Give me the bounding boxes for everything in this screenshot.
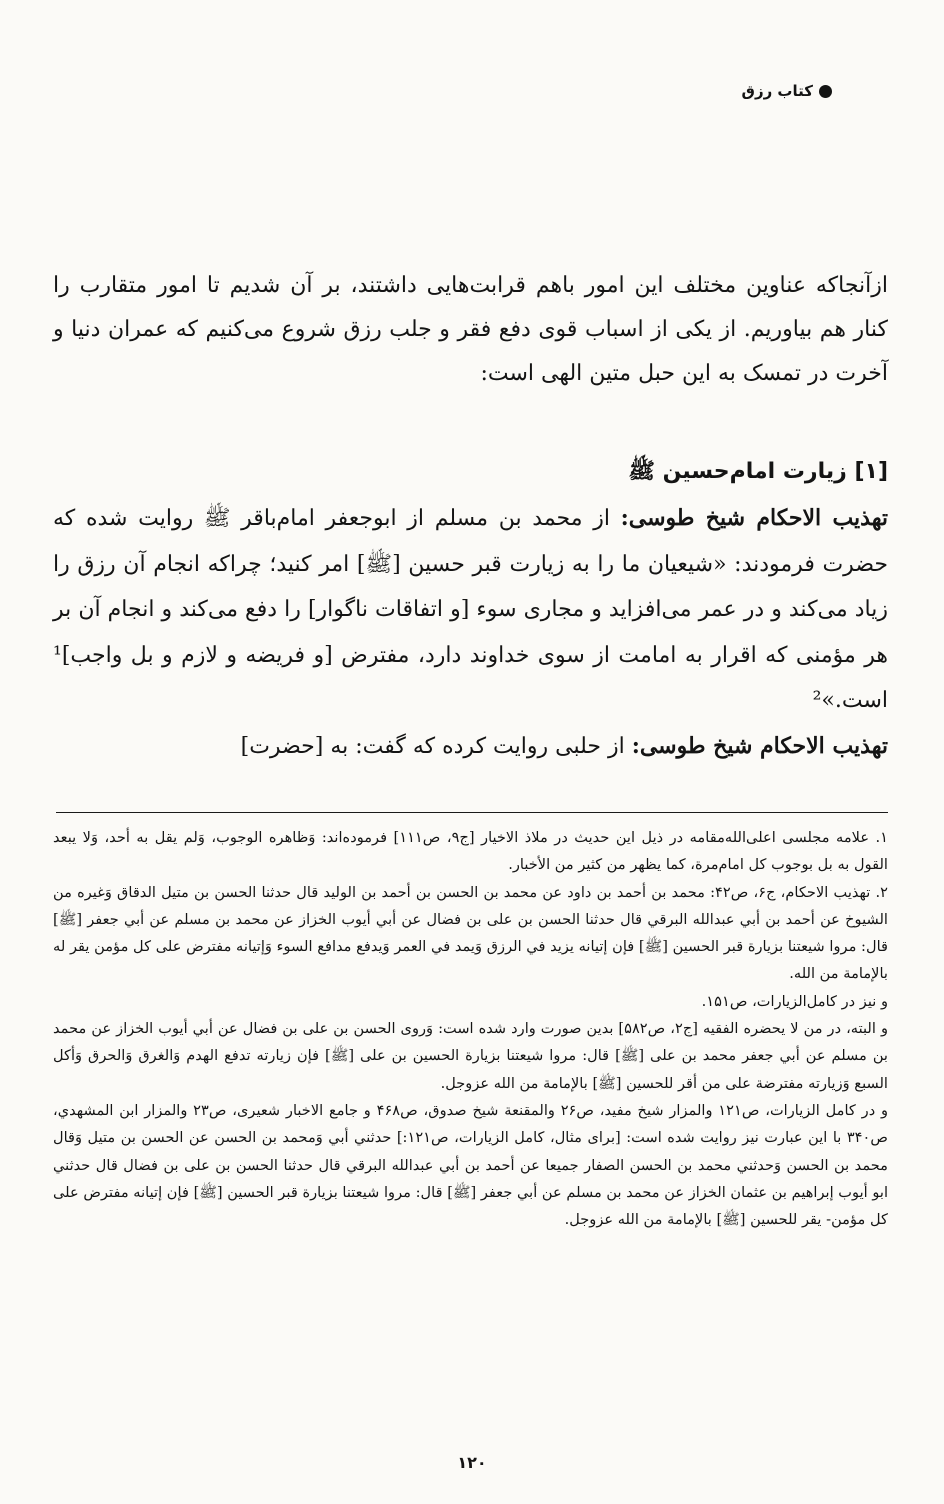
hadith-2-text: از حلبی روایت کرده که گفت: به [حضرت]: [240, 733, 632, 759]
running-head: [742, 82, 832, 100]
footnote-2: ۲. تهذیب الاحکام، ج۶، ص۴۲: محمد بن أحمد بن داود عن محمد بن الحسن بن أحمد بن الولید قال حدثنا الحسن بن متیل الدقاق وَغیره من الشیوخ عن أحمد بن أبي عبدالله البرقي قال حدثنا الحسن بن علی بن فضال عن أبي أیوب الخزاز عن محمد بن مسلم عن أبي جعفر [ﷺ] قال: مروا شیعتنا بزیارة قبر الحسین [ﷺ] فإن إتیانه یزید في الرزق وَیمد في العمر وَیدفع مدافع السوء وَإتیانه مفترض علی کل مؤمن یقر له بالإمامة من الله.: [53, 883, 889, 983]
hadith-2: [53, 724, 888, 770]
intro-text: ازآنجاکه عناوین مختلف این امور باهم قرابت‌هایی داشتند، بر آن شدیم تا امور متقارب را کنار هم بیاوریم. از یکی از اسباب قوی دفع فقر و جلب رزق شروع می‌کنیم که عمران دنیا و آخرت در تمسک به این حبل متین الهی است:: [53, 273, 888, 386]
footnote-1: ۱. علامه مجلسی اعلی‌الله‌مقامه در ذیل این حدیث در ملاذ الاخیار [ج۹، ص۱۱۱] فرموده‌اند: وَظاهره الوجوب، وَلم یقل به أحد، وَلا یبعد القول به بل بوجوب کل امام‌مرة، کما یظهر من کثیر من الأخبار.: [53, 829, 888, 874]
footnote-2-note-a: و نیز در کامل‌الزیارات، ص۱۵۱.: [701, 992, 888, 1010]
hadith-2-source: تهذیب الاحکام شیخ طوسی:: [631, 732, 888, 759]
footnote-divider: [56, 812, 888, 813]
hadith-1: [53, 496, 888, 724]
footnote-2-note-c: و در کامل الزیارات، ص۱۲۱ والمزار شیخ مفید، ص۲۶ والمقنعة شیخ صدوق، ص۴۶۸ و جامع الاخبار شعیری، ص۲۳ والمزار ابن المشهدي، ص۳۴۰ با این عبارت نیز روایت شده است: [برای مثال، کامل الزیارات، ص۱۲۱:] حدثني أبي وَمحمد بن الحسن عن الحسن بن متیل وَقال محمد بن الحسن وَحدثني محمد بن الحسن الصفار جمیعا عن أحمد بن أبي عبدالله البرقي قال حدثنا الحسن بن علی بن فضال قال حدثني ابو أیوب إبراهیم بن عثمان الخزاز عن محمد بن مسلم عن أبي جعفر [ﷺ] قال: مروا شیعتنا بزیارة قبر الحسین [ﷺ] فإن إتیانه مفترض علی کل مؤمن- یقر للحسین [ﷺ] بالإمامة من الله عزوجل.: [53, 1101, 889, 1229]
hadith-1-source: تهذیب الاحکام شیخ طوسی:: [620, 505, 888, 531]
hadith-1-text: از محمد بن مسلم از ابوجعفر امام‌باقر ﷺ روایت شده که حضرت فرمودند: «شیعیان ما را به زیارت قبر حسین [ﷺ] امر کنید؛ چراکه انجام آن رزق را زیاد می‌کند و در عمر می‌افزاید و مجاری سوء [و اتفاقات ناگوار] را دفع می‌کند و انجام آن بر هر مؤمنی که اقرار به امامت از سوی خداوند دارد، مفترض [و فریضه و لازم و بل واجب]¹ است.»²: [53, 506, 888, 713]
intro-paragraph: [53, 264, 888, 396]
section-heading: [۱] زیارت امام‌حسین ﷺ: [628, 459, 888, 484]
bullet-icon: [819, 85, 832, 98]
footnotes: [53, 824, 888, 1233]
hadith-block: [53, 496, 888, 769]
page-number: ۱۲۰: [457, 1453, 487, 1472]
running-title: کتاب رزق: [741, 82, 813, 100]
footnote-2-note-b: و البته، در من لا یحضره الفقیه [ج۲، ص۵۸۲] بدین صورت وارد شده است: وَروی الحسن بن علی بن فضال عن أبي أیوب الخزاز عن محمد بن مسلم عن أبي جعفر محمد بن علی [ﷺ] قال: مروا شیعتنا بزیارة الحسین بن علی [ﷺ] فإن زیارته تدفع الهدم وَالغرق وَالحرق وَأکل السبع وَزیارته مفترضة علی من أقر للحسین [ﷺ] بالإمامة من الله عزوجل.: [53, 1020, 888, 1092]
